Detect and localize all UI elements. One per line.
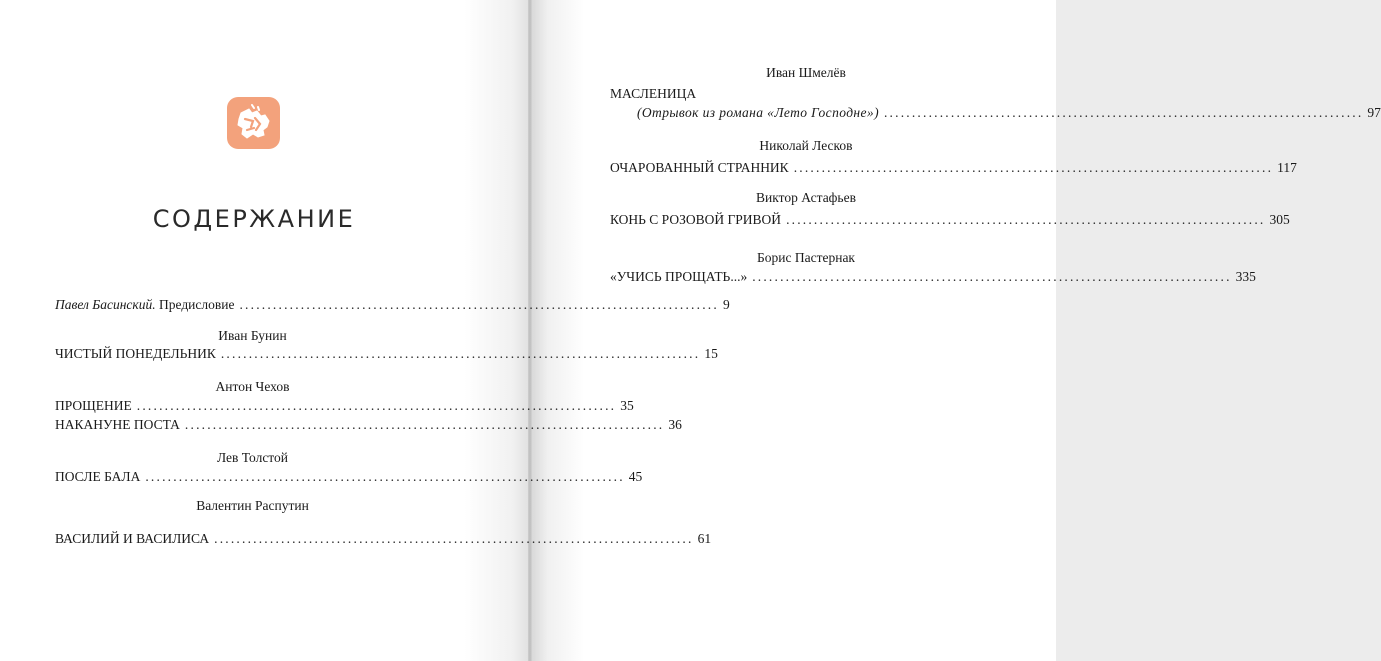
dot-leader: ...................................................................................... (793, 160, 1274, 175)
entry-title: Предисловие (159, 297, 235, 312)
entry-title: ПРОЩЕНИЕ (55, 398, 132, 413)
dot-leader: ...................................................................................... (752, 269, 1232, 284)
entry-title: КОНЬ С РОЗОВОЙ ГРИВОЙ (610, 212, 782, 227)
dot-leader: ...................................................................................... (184, 417, 665, 432)
toc-entry[interactable] (610, 212, 1290, 228)
dot-leader: ...................................................................................... (136, 398, 617, 413)
entry-subtitle: (Отрывок из романа «Лето Господне») (637, 105, 879, 120)
toc-entry[interactable] (610, 269, 1256, 285)
page-number: 45 (628, 469, 643, 484)
page-number: 36 (668, 417, 682, 432)
dot-leader: ...................................................................................... (214, 531, 694, 546)
toc-entry[interactable] (610, 160, 1297, 176)
author-name: Николай Лесков (759, 138, 853, 153)
page-number: 61 (697, 531, 712, 546)
page-number: 15 (704, 346, 718, 361)
entry-title: «УЧИСЬ ПРОЩАТЬ...» (610, 269, 748, 284)
toc-entry-preface[interactable] (55, 297, 730, 313)
toc-entry-title-line[interactable] (610, 86, 1003, 102)
toc-entry[interactable] (637, 105, 1381, 121)
author-name: Борис Пастернак (757, 250, 855, 265)
author-name: Валентин Распутин (196, 498, 309, 513)
page-number: 35 (620, 398, 634, 413)
entry-title: НАКАНУНЕ ПОСТА (55, 417, 180, 432)
page-number: 97 (1367, 105, 1381, 120)
entry-title: МАСЛЕНИЦА (610, 86, 697, 101)
dot-leader: ...................................................................................... (220, 346, 701, 361)
author-name: Антон Чехов (215, 379, 290, 394)
toc-entry[interactable] (55, 398, 634, 414)
page-number: 117 (1277, 160, 1297, 175)
toc-entry[interactable] (55, 417, 682, 433)
author-name: Иван Бунин (218, 328, 287, 343)
page-number: 335 (1235, 269, 1256, 284)
author-name: Лев Толстой (216, 450, 289, 465)
publisher-logo-icon (227, 97, 280, 149)
toc-entry[interactable] (55, 469, 643, 485)
dot-leader: ...................................................................................... (145, 469, 625, 484)
entry-title: ЧИСТЫЙ ПОНЕДЕЛЬНИК (55, 346, 216, 361)
dot-leader: ...................................................................................... (786, 212, 1266, 227)
entry-title: ПОСЛЕ БАЛА (55, 469, 141, 484)
page-number: 9 (722, 297, 730, 312)
contents-title: СОДЕРЖАНИЕ (152, 205, 356, 233)
dot-leader: ...................................................................................... (239, 297, 719, 312)
entry-title: ВАСИЛИЙ И ВАСИЛИСА (55, 531, 210, 546)
dot-leader: ...................................................................................... (883, 105, 1364, 120)
author-name: Виктор Астафьев (756, 190, 856, 205)
toc-entry[interactable] (55, 346, 718, 362)
page-number: 305 (1269, 212, 1290, 227)
toc-entry[interactable] (55, 531, 712, 547)
entry-title: ОЧАРОВАННЫЙ СТРАННИК (610, 160, 789, 175)
author-name: Иван Шмелёв (766, 65, 846, 80)
preface-author: Павел Басинский. (55, 297, 156, 312)
